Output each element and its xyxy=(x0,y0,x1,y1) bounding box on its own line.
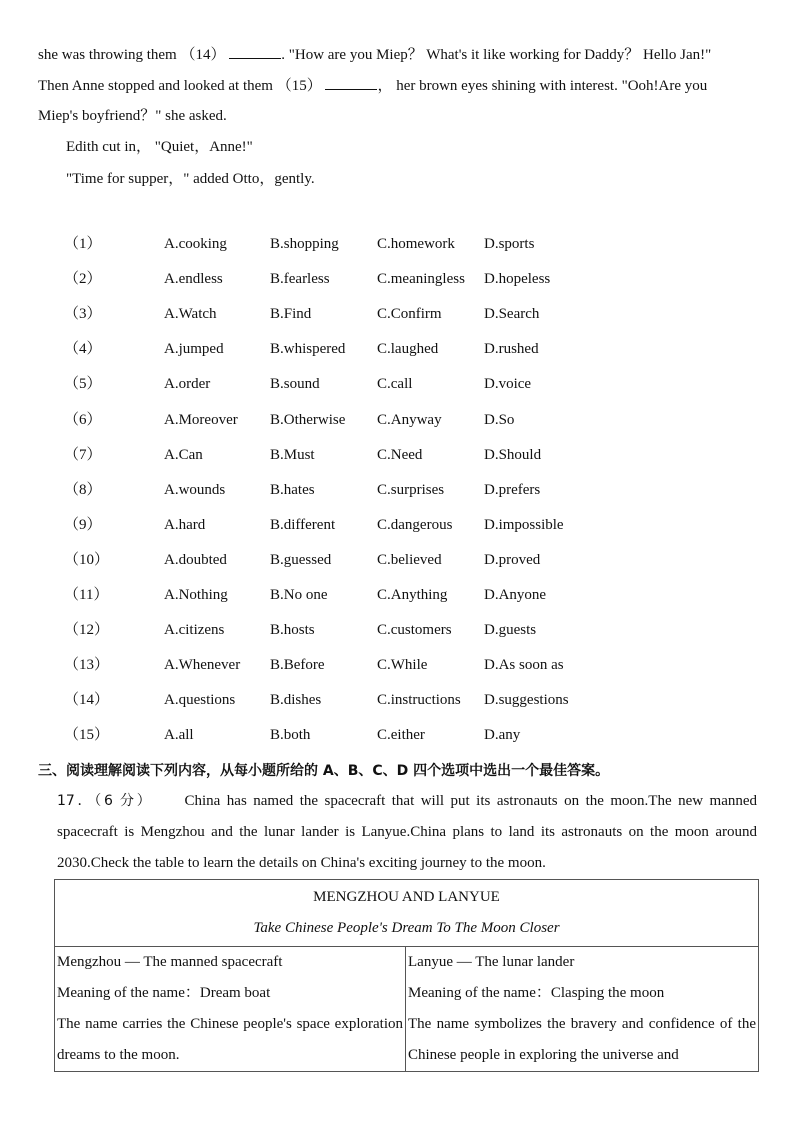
option-c: C.Anything xyxy=(377,587,448,603)
lanyue-meaning: Meaning of the name：Clasping the moon xyxy=(408,985,665,1001)
option-a: A.Watch xyxy=(164,306,217,323)
question-17 xyxy=(57,786,757,879)
option-number: （11） xyxy=(64,587,109,603)
option-number: （3） xyxy=(64,306,102,323)
option-number: （15） xyxy=(64,727,110,744)
option-b: B.whispered xyxy=(270,341,346,358)
option-b: B.No one xyxy=(270,587,328,603)
option-c: C.believed xyxy=(377,551,442,568)
option-b: B.guessed xyxy=(270,551,332,568)
option-number: （13） xyxy=(64,657,110,674)
lanyue-cell xyxy=(406,947,759,1072)
option-number: （6） xyxy=(64,411,102,428)
option-number: （7） xyxy=(64,446,102,463)
passage-line-2-pre: Then Anne stopped and looked at them （15） xyxy=(38,78,322,94)
option-a: A.citizens xyxy=(164,622,225,639)
lanyue-desc: The name symbolizes the bravery and confidence of the Chinese people in exploring the universe and xyxy=(408,1016,756,1063)
option-a: A.jumped xyxy=(164,341,224,358)
option-d: D.Search xyxy=(484,306,540,323)
question-17-text: China has named the spacecraft that will put its astronauts on the moon.The new manned spacecraft is Mengzhou and the lunar lander is Lanyue.China plans to land its astronauts on the moon around 2030.Check the table to learn the details on China's exciting journey to the moon. xyxy=(57,793,758,871)
mengzhou-meaning: Meaning of the name：Dream boat xyxy=(57,985,271,1001)
table-header xyxy=(55,880,759,947)
option-a: A.all xyxy=(164,727,194,744)
option-c: C.call xyxy=(377,376,413,393)
option-a: A.Can xyxy=(164,446,203,463)
option-a: A.questions xyxy=(164,692,236,709)
option-a: A.order xyxy=(164,376,211,393)
option-number: （10） xyxy=(64,551,110,568)
option-d: D.hopeless xyxy=(484,271,551,288)
option-a: A.Moreover xyxy=(164,411,238,428)
section-3-title: 三、阅读理解阅读下列内容，从每小题所给的 A、B、C、D 四个选项中选出一个最佳答案。 xyxy=(38,763,610,779)
option-d: D.As soon as xyxy=(484,657,564,674)
option-d: D.impossible xyxy=(484,516,564,533)
option-b: B.Otherwise xyxy=(270,411,346,428)
mengzhou-desc: The name carries the Chinese people's space exploration dreams to the moon. xyxy=(57,1016,403,1063)
option-b: B.both xyxy=(270,727,311,744)
passage-line-2 xyxy=(38,75,707,96)
option-a: A.endless xyxy=(164,271,223,288)
option-c: C.Confirm xyxy=(377,306,442,323)
option-a: A.Nothing xyxy=(164,587,228,603)
option-number: （2） xyxy=(64,271,102,288)
option-d: D.Should xyxy=(484,446,542,463)
option-d: D.prefers xyxy=(484,481,541,498)
passage-line-1-post: . "How are you Miep？ What's it like working for Daddy？ Hello Jan!" xyxy=(281,47,712,63)
passage-line-5: "Time for supper，" added Otto，gently. xyxy=(66,171,315,187)
option-number: （12） xyxy=(64,622,110,639)
lanyue-heading: Lanyue — The lunar lander xyxy=(408,954,575,970)
option-c: C.Need xyxy=(377,446,423,463)
option-b: B.Find xyxy=(270,306,312,323)
table-title: MENGZHOU AND LANYUE xyxy=(313,889,500,905)
option-a: A.doubted xyxy=(164,551,227,568)
option-c: C.instructions xyxy=(377,692,461,709)
option-d: D.voice xyxy=(484,376,532,393)
option-d: D.So xyxy=(484,411,515,428)
passage-line-4: Edith cut in， "Quiet，Anne!" xyxy=(66,139,253,155)
option-number: （8） xyxy=(64,481,102,498)
answer-blank-15 xyxy=(325,75,377,90)
option-a: A.Whenever xyxy=(164,657,241,674)
option-b: B.hosts xyxy=(270,622,315,639)
passage-line-1-pre: she was throwing them （14） xyxy=(38,47,226,63)
table-subtitle: Take Chinese People's Dream To The Moon Closer xyxy=(253,920,560,936)
option-d: D.sports xyxy=(484,236,535,252)
option-b: B.shopping xyxy=(270,236,339,252)
option-b: B.dishes xyxy=(270,692,322,709)
option-b: B.fearless xyxy=(270,271,330,288)
info-table xyxy=(54,879,759,1072)
option-c: C.customers xyxy=(377,622,452,639)
option-d: D.rushed xyxy=(484,341,539,358)
option-b: B.different xyxy=(270,516,336,533)
option-c: C.either xyxy=(377,727,425,744)
option-a: A.wounds xyxy=(164,481,226,498)
option-d: D.any xyxy=(484,727,521,744)
option-c: C.dangerous xyxy=(377,516,453,533)
mengzhou-heading: Mengzhou — The manned spacecraft xyxy=(57,954,283,970)
option-number: （5） xyxy=(64,376,102,393)
option-b: B.hates xyxy=(270,481,315,498)
option-d: D.suggestions xyxy=(484,692,569,709)
answer-blank-14 xyxy=(229,44,281,59)
option-b: B.Before xyxy=(270,657,325,674)
option-c: C.homework xyxy=(377,236,455,252)
option-c: C.meaningless xyxy=(377,271,465,288)
option-c: C.Anyway xyxy=(377,411,442,428)
mengzhou-cell xyxy=(55,947,406,1072)
option-b: B.sound xyxy=(270,376,320,393)
option-a: A.hard xyxy=(164,516,206,533)
option-number: （14） xyxy=(64,692,110,709)
option-d: D.Anyone xyxy=(484,587,547,603)
option-c: C.While xyxy=(377,657,428,674)
passage-line-1 xyxy=(38,44,711,65)
option-a: A.cooking xyxy=(164,236,227,252)
option-c: C.surprises xyxy=(377,481,445,498)
question-17-number: 17．（6 分） xyxy=(57,793,154,809)
option-d: D.guests xyxy=(484,622,537,639)
passage-line-2-post: ， her brown eyes shining with interest. "Ooh!Are you xyxy=(377,78,708,94)
option-c: C.laughed xyxy=(377,341,439,358)
option-number: （4） xyxy=(64,341,102,358)
option-number: （9） xyxy=(64,516,102,533)
passage-line-3: Miep's boyfriend？" she asked. xyxy=(38,108,227,124)
option-number: （1） xyxy=(64,236,102,252)
option-d: D.proved xyxy=(484,551,541,568)
option-b: B.Must xyxy=(270,446,315,463)
